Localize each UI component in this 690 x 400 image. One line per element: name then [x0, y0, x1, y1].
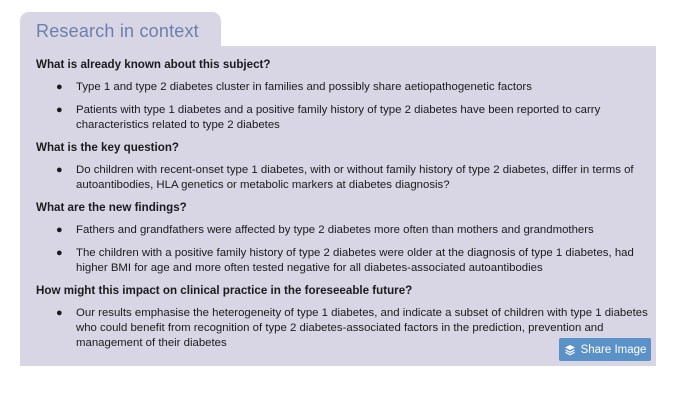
share-button-label: Share Image: [580, 343, 647, 356]
share-image-button[interactable]: [559, 338, 651, 361]
layers-icon: [564, 344, 576, 356]
bullet-icon: ●: [56, 307, 63, 319]
list-item: ● Fathers and grandfathers were affected by type 2 diabetes more often than mothers and grandmothers: [56, 224, 594, 236]
bullet-icon: ●: [56, 81, 63, 93]
list-item: ● Our results emphasise the heterogeneity of type 1 diabetes, and indicate a subset of children with type 1 diabetes who could benefit from recognition of type 2 diabetes-associated factors in the prediction, prevention and management of their diabetes: [56, 307, 648, 349]
list-item: ● The children with a positive family history of type 2 diabetes were older at the diagnosis of type 1 diabetes, had higher BMI for age and more often tested negative for all diabetes-associated autoantibodies: [56, 247, 634, 274]
panel-title: Research in context: [36, 21, 199, 41]
bullet-icon: ●: [56, 224, 63, 236]
section-impact: [36, 284, 648, 351]
bullet-icon: ●: [56, 104, 63, 116]
section-question: What is already known about this subject?: [36, 58, 271, 71]
list-item: ● Do children with recent-onset type 1 diabetes, with or without family history of type 2 diabetes, differ in terms of autoantibodies, HLA genetics or metabolic markers at diabetes diagnosis?: [56, 164, 634, 191]
panel-content: [36, 58, 648, 359]
section-question: What are the new findings?: [36, 201, 187, 214]
section-question: What is the key question?: [36, 141, 180, 154]
list-item: ● Patients with type 1 diabetes and a positive family history of type 2 diabetes have been reported to carry characteristics related to type 2 diabetes: [56, 104, 601, 131]
section-new-findings: [36, 201, 648, 276]
bullet-icon: ●: [56, 247, 63, 259]
bullet-icon: ●: [56, 164, 63, 176]
section-key-question: [36, 141, 648, 193]
section-question: How might this impact on clinical practice in the foreseeable future?: [36, 284, 413, 297]
list-item: ● Type 1 and type 2 diabetes cluster in families and possibly share aetiopathogenetic factors: [56, 81, 532, 93]
section-known: [36, 58, 648, 133]
